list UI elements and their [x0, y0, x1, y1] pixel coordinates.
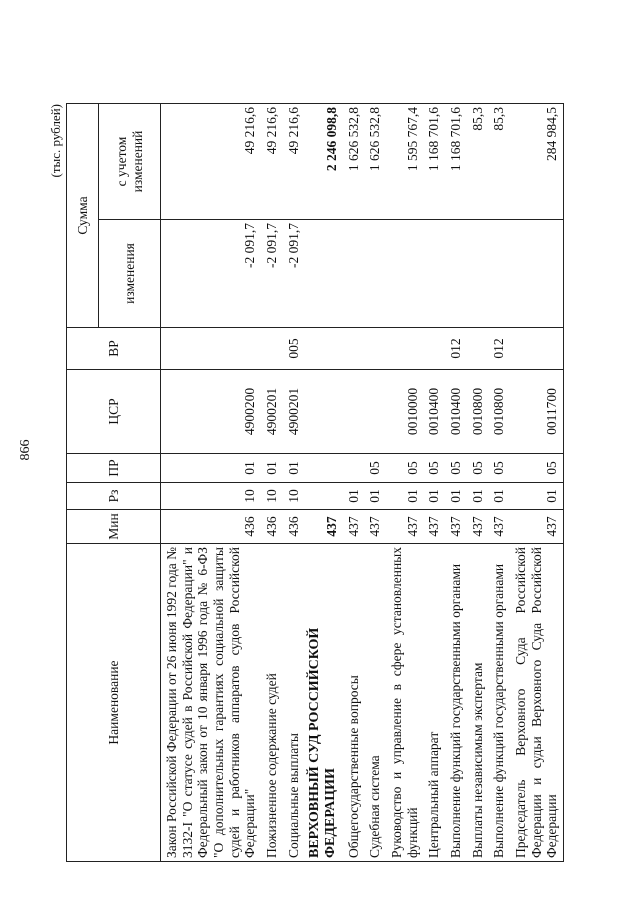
cell-total: 49 216,6: [283, 104, 305, 220]
cell-csr: [343, 370, 365, 454]
cell-vr: 012: [488, 328, 510, 370]
cell-csr: 4900201: [283, 370, 305, 454]
cell-min: 437: [467, 510, 489, 544]
cell-vr: [343, 328, 365, 370]
cell-vr: 005: [283, 328, 305, 370]
cell-pr: [304, 454, 342, 483]
table-row: [283, 104, 305, 862]
cell-rz: 01: [423, 483, 445, 510]
cell-rz: 01: [445, 483, 467, 510]
cell-change: [510, 220, 563, 328]
cell-name: Выполнение функций государственными органами: [488, 544, 510, 862]
cell-name: Центральный аппарат: [423, 544, 445, 862]
cell-rz: 10: [261, 483, 283, 510]
cell-pr: 05: [386, 454, 423, 483]
cell-rz: [304, 483, 342, 510]
cell-total: 284 984,5: [510, 104, 563, 220]
cell-rz: 01: [488, 483, 510, 510]
cell-rz: 01: [343, 483, 365, 510]
header-name: Наименование: [67, 544, 161, 862]
cell-change: -2 091,7: [283, 220, 305, 328]
cell-min: 436: [261, 510, 283, 544]
cell-change: [343, 220, 365, 328]
header-csr: ЦСР: [67, 370, 161, 454]
header-change: изменения: [99, 220, 161, 328]
cell-rz: 10: [283, 483, 305, 510]
table-row: [386, 104, 423, 862]
cell-vr: [467, 328, 489, 370]
cell-rz: 01: [386, 483, 423, 510]
cell-vr: [161, 328, 261, 370]
cell-rz: 01: [467, 483, 489, 510]
cell-csr: 4900200: [161, 370, 261, 454]
cell-name: Выплаты независимым экспертам: [467, 544, 489, 862]
cell-pr: 05: [364, 454, 386, 483]
cell-name: Председатель Верховного Суда Российской Федерации и судьи Верховного Суда Российской Федерации: [510, 544, 563, 862]
cell-total: 1 626 532,8: [343, 104, 365, 220]
header-min: Мин: [67, 510, 161, 544]
budget-table: [66, 103, 564, 862]
table-row: [467, 104, 489, 862]
cell-name: Руководство и управление в сфере установленных функций: [386, 544, 423, 862]
cell-total: 85,3: [467, 104, 489, 220]
header-amount: Сумма: [67, 104, 99, 328]
cell-vr: [364, 328, 386, 370]
header-with-change: с учетом изменений: [99, 104, 161, 220]
cell-vr: [304, 328, 342, 370]
cell-csr: 0010800: [488, 370, 510, 454]
cell-name: ВЕРХОВНЫЙ СУД РОССИЙСКОЙ ФЕДЕРАЦИИ: [304, 544, 342, 862]
header-vr: ВР: [67, 328, 161, 370]
cell-name: Выполнение функций государственными органами: [445, 544, 467, 862]
cell-min: 437: [488, 510, 510, 544]
cell-total: 1 168 701,6: [445, 104, 467, 220]
cell-pr: 05: [467, 454, 489, 483]
cell-total: 2 246 098,8: [304, 104, 342, 220]
cell-change: [386, 220, 423, 328]
cell-csr: 0011700: [510, 370, 563, 454]
table-row: [364, 104, 386, 862]
cell-csr: 0010400: [423, 370, 445, 454]
cell-vr: [386, 328, 423, 370]
cell-min: 436: [283, 510, 305, 544]
cell-name: Пожизненное содержание судей: [261, 544, 283, 862]
units-note: (тыс. рублей): [48, 104, 63, 178]
cell-pr: 05: [445, 454, 467, 483]
cell-pr: 05: [510, 454, 563, 483]
cell-pr: 05: [423, 454, 445, 483]
cell-pr: 01: [161, 454, 261, 483]
cell-name: Закон Российской Федерации от 26 июня 1992 года № 3132-I "О статусе судей в Российской Федерации" и Федеральный закон от 10 января 1996 года № 6-ФЗ "О дополнительных гарантиях социальной защиты судей и работников аппаратов судов Российской Федерации": [161, 544, 261, 862]
cell-min: 437: [423, 510, 445, 544]
cell-rz: 01: [364, 483, 386, 510]
cell-vr: [423, 328, 445, 370]
cell-rz: 10: [161, 483, 261, 510]
cell-pr: 01: [283, 454, 305, 483]
cell-pr: [343, 454, 365, 483]
cell-total: 49 216,6: [161, 104, 261, 220]
cell-name: Общегосударственные вопросы: [343, 544, 365, 862]
cell-vr: 012: [445, 328, 467, 370]
header-row-top: [67, 104, 99, 862]
cell-change: -2 091,7: [261, 220, 283, 328]
cell-vr: [510, 328, 563, 370]
cell-min: 437: [510, 510, 563, 544]
cell-name: Судебная система: [364, 544, 386, 862]
cell-pr: 01: [261, 454, 283, 483]
cell-total: 1 595 767,4: [386, 104, 423, 220]
cell-min: 437: [445, 510, 467, 544]
header-rz: Рз: [67, 483, 161, 510]
cell-total: 1 626 532,8: [364, 104, 386, 220]
cell-change: [423, 220, 445, 328]
cell-total: 1 168 701,6: [423, 104, 445, 220]
table-row: [445, 104, 467, 862]
cell-min: 437: [304, 510, 342, 544]
table-row: [488, 104, 510, 862]
cell-csr: 0010800: [467, 370, 489, 454]
header-pr: ПР: [67, 454, 161, 483]
table-row: [343, 104, 365, 862]
cell-csr: 0010000: [386, 370, 423, 454]
cell-change: [445, 220, 467, 328]
cell-min: 437: [386, 510, 423, 544]
cell-change: [488, 220, 510, 328]
table-row: [304, 104, 342, 862]
cell-csr: [364, 370, 386, 454]
cell-pr: 05: [488, 454, 510, 483]
table-row: [510, 104, 563, 862]
cell-change: [467, 220, 489, 328]
page-number: 866: [18, 439, 33, 461]
cell-csr: [304, 370, 342, 454]
table-row: [423, 104, 445, 862]
cell-min: 436: [161, 510, 261, 544]
cell-change: -2 091,7: [161, 220, 261, 328]
cell-total: 49 216,6: [261, 104, 283, 220]
table-row: [161, 104, 261, 862]
cell-name: Социальные выплаты: [283, 544, 305, 862]
cell-change: [304, 220, 342, 328]
cell-min: 437: [364, 510, 386, 544]
cell-total: 85,3: [488, 104, 510, 220]
cell-rz: 01: [510, 483, 563, 510]
table-row: [261, 104, 283, 862]
cell-vr: [261, 328, 283, 370]
cell-csr: 0010400: [445, 370, 467, 454]
table-body: [161, 104, 564, 862]
cell-csr: 4900201: [261, 370, 283, 454]
cell-change: [364, 220, 386, 328]
cell-min: 437: [343, 510, 365, 544]
